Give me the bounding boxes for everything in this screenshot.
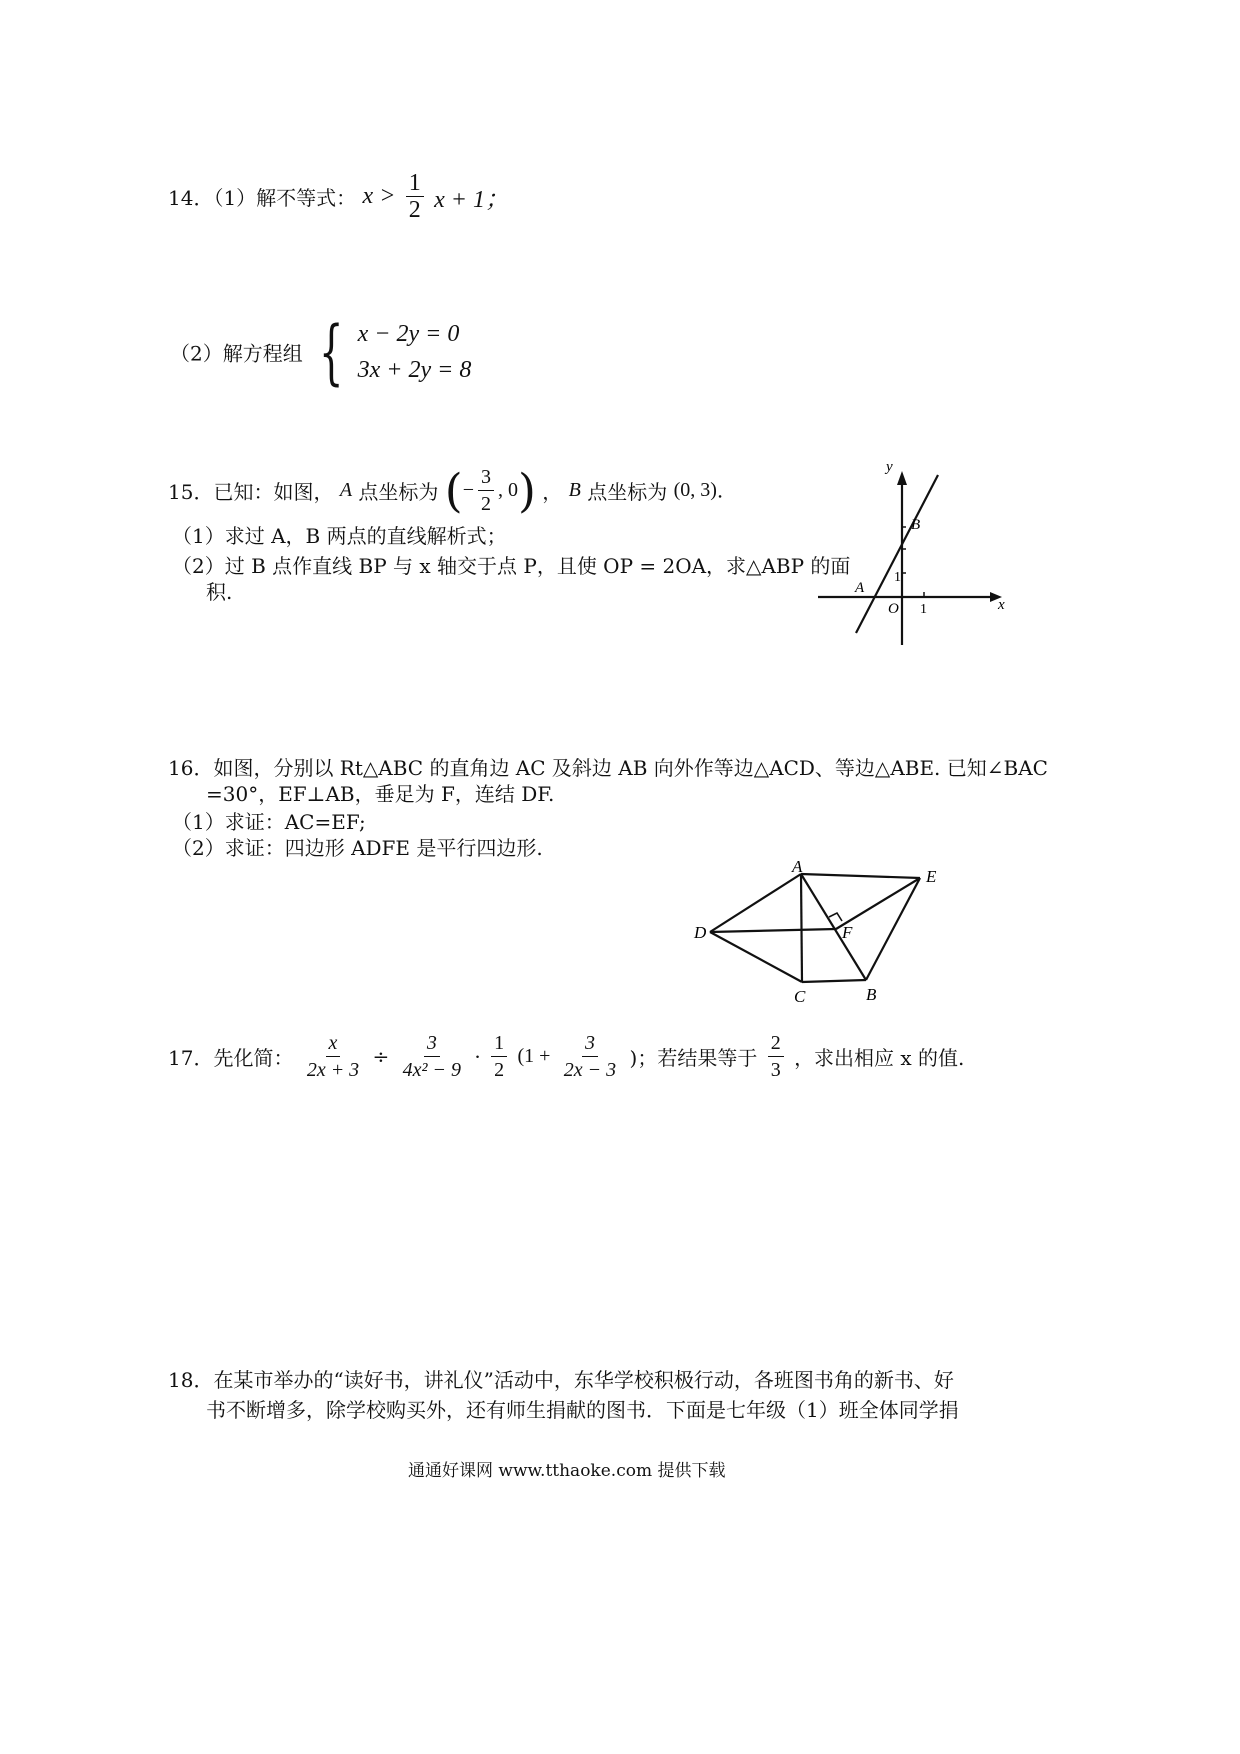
q14-part1-lhs: x > [362,183,396,209]
q17-f2-num: 3 [424,1030,440,1057]
q17-paren-open: (1 + [517,1045,551,1067]
graph-label-y: y [886,459,893,475]
equation-1: x − 2y = 0 [357,321,460,347]
q17-frac-3 [491,1030,507,1083]
page-footer: 通通好课网 www.tthaoke.com 提供下载 [408,1461,726,1481]
q17-f1-num: x [326,1030,341,1057]
q17-f3-num: 1 [491,1030,507,1057]
q16-part1: （1）求证：AC=EF; [172,810,366,834]
q17-expression [168,1030,964,1083]
q17-suffix: ，求出相应 x 的值. [794,1046,965,1070]
q17-f4-den: 2x − 3 [563,1059,617,1081]
q15-text-g: . [716,478,724,503]
q14-part1-rhs: x + 1； [434,187,509,213]
q15-coordA-num: 3 [478,464,494,491]
equation-2: 3x + 2y = 8 [357,357,472,383]
q17-f5-den: 3 [770,1059,781,1081]
seg-dc [710,932,802,982]
graph-label-b: B [911,517,921,533]
q16-part2: （2）求证：四边形 ADFE 是平行四边形. [172,836,543,860]
q15-graph [810,455,1020,655]
fig-label-e: E [926,867,937,886]
fig-label-f: F [842,923,853,942]
graph-label-o: O [888,601,899,617]
q17-dot: · [474,1044,481,1069]
q14-frac-num: 1 [406,170,424,197]
q16-line2: =30°，EF⊥AB，垂足为 F，连结 DF. [206,782,555,806]
fig-label-a: A [792,858,803,876]
right-angle-mark [829,913,842,921]
seg-df [710,929,836,932]
q18-line1: 18．在某市举办的“读好书，讲礼仪”活动中，东华学校积极行动，各班图书角的新书、好 [168,1368,954,1392]
q16-figure [690,858,960,1008]
q17-frac-4 [561,1030,619,1083]
q17-f5-num: 2 [768,1030,784,1057]
q16-line1: 16．如图，分别以 Rt△ABC 的直角边 AC 及斜边 AB 向外作等边△ACD、等边△ABE. 已知∠BAC [168,756,1048,780]
q14-part1-prefix: 14．（1）解不等式： [168,186,357,210]
graph-label-a: A [855,580,865,596]
q14-part2-prefix: （2）解方程组 [170,341,303,366]
q17-frac-2 [400,1030,464,1083]
q15-text-c: 点坐标为 [358,480,439,504]
fig-label-d: D [694,923,707,942]
q14-part2 [170,311,472,393]
q15-part2-line1: （2）过 B 点作直线 BP 与 x 轴交于点 P，且使 OP = 2OA，求△ABP 的面 [172,554,851,578]
q15-paren-open: ( [444,463,463,518]
q15-point-b: B [568,479,581,501]
q17-f1-den: 2x + 3 [306,1059,360,1081]
equation-system [309,311,472,393]
q17-frac-1 [304,1030,362,1083]
q14-part1-fraction [406,170,424,223]
q17-prefix: 17．先化简： [168,1046,294,1070]
q17-f4-num: 3 [582,1030,598,1057]
seg-cb [802,980,866,982]
graph-label-x: x [998,597,1005,613]
q15-coordB: (0, 3) [673,479,717,501]
q17-frac-5 [768,1030,784,1083]
q15-coordA-den: 2 [480,493,491,515]
q15-point-a: A [339,479,353,501]
q15-part1: （1）求过 A，B 两点的直线解析式； [172,524,507,548]
q15-text-d: ， [542,480,563,504]
q17-div: ÷ [372,1044,390,1069]
q18-line2: 书不断增多，除学校购买外，还有师生捐献的图书．下面是七年级（1）班全体同学捐 [206,1398,959,1422]
q15-text-f: 点坐标为 [587,480,668,504]
q17-f3-den: 2 [494,1059,505,1081]
q15-part2-line2: 积. [206,580,233,604]
y-axis-arrow-icon [897,471,907,485]
seg-ac [801,874,802,982]
seg-ae [801,874,920,878]
fig-label-c: C [794,987,806,1006]
q14-frac-den: 2 [408,197,421,223]
q14-part1 [168,170,509,223]
q15-coordA-frac [478,464,494,517]
fig-label-b: B [866,985,877,1004]
graph-label-one-x: 1 [920,602,927,617]
seg-ad [710,874,801,932]
q15-text-a: 15．已知：如图， [168,480,334,504]
brace-icon: { [319,311,344,393]
graph-label-one-y: 1 [894,570,901,585]
q15-line1: 15．已知：如图， A 点坐标为 (− $\frac{3}{2}$ , 0) ， B 点坐标为 (0, 3). [168,463,724,518]
seg-ab [801,874,866,980]
q15-paren-close: ) [517,463,536,518]
q17-f2-den: 4x² − 9 [402,1059,462,1081]
q15-coordA-rest: , 0 [497,479,518,501]
q17-paren-close: )；若结果等于 [629,1046,758,1070]
